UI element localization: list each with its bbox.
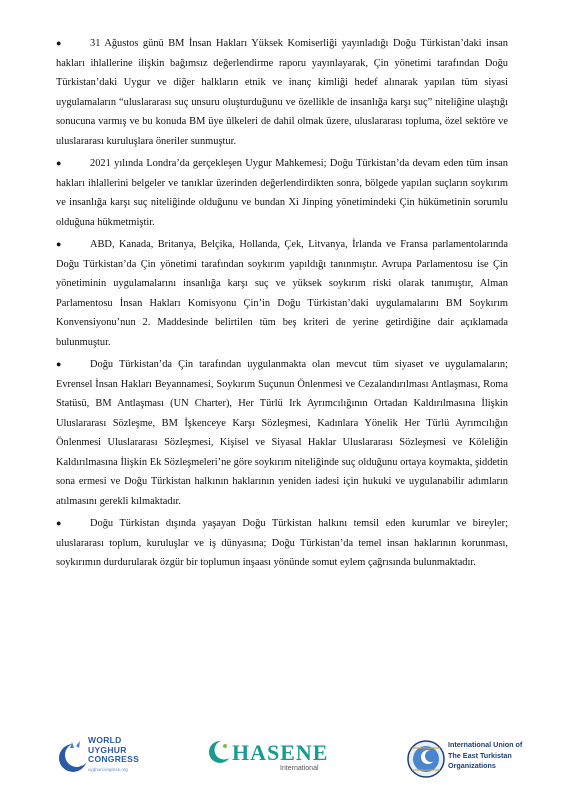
bullet-paragraph-5 [56, 514, 508, 573]
hasene-subtitle: International [280, 765, 319, 772]
iueto-line-2: The East Turkistan [448, 750, 512, 760]
wuc-line-2: UYGHUR [88, 744, 127, 755]
hasene-wordmark: HASENE [232, 740, 329, 765]
bullet-icon: ● [56, 359, 62, 369]
paragraph-text: Doğu Türkistan dışında yaşayan Doğu Türkistan halkını temsil eden kurumlar ve bireyler; uluslararası toplum, kuruluşlar ve iş dünyasına; Doğu Türkistan’da temel insan haklarının korunması, soykırımın durdurularak özgür bir toplumun inşaası yönünde somut eylem çağrısında bulunmaktadır. [56, 518, 508, 568]
wuc-wordmark [88, 736, 139, 774]
world-uyghur-congress-logo [58, 732, 168, 788]
wuc-line-3: CONGRESS [88, 754, 140, 764]
document-body [56, 34, 508, 576]
paragraph-text: 31 Ağustos günü BM İnsan Hakları Yüksek Komiserliği yayınladığı Doğu Türkistan’daki insan hakları ihlallerine ilişkin bağımsız değerlendirme raporu yayınlayarak, Çin yönetimi tarafından Doğu Türkistan’daki Uygur ve diğer halkların etnik ve inanç kimliği hedef alınarak yapılan tüm siyasi uygulamaların “uluslararası suç unsuru oluşturduğunu ve özellikle de insanlığa karşı suç” niteliğine ulaştığı sonucuna varmış ve bu konuda BM üye ülkeleri de dahil olmak üzere, uluslararası topluma, özel sektöre ve uluslararası kuruluşlara öneriler sunmuştur. [56, 38, 508, 147]
hasene-crescent-icon [208, 738, 232, 766]
crescent-emblem-icon [58, 736, 88, 780]
wuc-line-1: WORLD [88, 735, 122, 745]
bullet-icon: ● [56, 239, 62, 249]
iueto-line-1: International Union of [448, 740, 523, 749]
iueto-line-3: Organizations [448, 761, 496, 770]
wuc-url: uyghurcongress.org [88, 766, 128, 772]
bullet-paragraph-1 [56, 34, 508, 151]
bullet-icon: ● [56, 38, 62, 48]
bullet-icon: ● [56, 158, 62, 168]
bullet-paragraph-4 [56, 355, 508, 511]
iueto-logo [406, 730, 536, 790]
hasene-logo [208, 734, 358, 784]
paragraph-text: ABD, Kanada, Britanya, Belçika, Hollanda, Çek, Litvanya, İrlanda ve Fransa parlamentolarında Doğu Türkistan’da Çin yönetimi tarafından soykırım yapıldığı tanınmıştır. Avrupa Parlamentosu ise Çin yönetiminin uygulamalarını insanlığa karşı suç ve yüksek soykırım riski olarak tanımıştır, Alman Parlamentosu İnsan Hakları Komisyonu Çin’in Doğu Türkistan’daki uygulamalarını BM Soykırım Konvensiyonu’nun 2. Maddesinde belirtilen tüm beş kriteri de yerine getirdiğine dair açıklamada bulunmuştur. [56, 239, 508, 348]
paragraph-text: 2021 yılında Londra’da gerçekleşen Uygur Mahkemesi; Doğu Türkistan’da devam eden tüm insan hakları ihlallerini belgeler ve tanıklar üzerinden değerlendirdikten sonra, bölgede yapılan suçların soykırım ve insanlığa karşı suç niteliğinde olduğunu ve bundan Xi Jinping yönetimindeki Çin hükümetinin sorumlu olduğuna hükmetmiştir. [56, 158, 508, 228]
iueto-emblem-icon [406, 730, 446, 788]
iueto-wordmark [448, 740, 522, 772]
footer-logos [0, 728, 576, 798]
bullet-icon: ● [56, 518, 62, 528]
bullet-paragraph-2 [56, 154, 508, 232]
paragraph-text: Doğu Türkistan’da Çin tarafından uygulanmakta olan mevcut tüm siyaset ve uygulamaların; Evrensel İnsan Hakları Beyannamesi, Soykırım Suçunun Önlenmesi ve Cezalandırılması Antlaşması, Roma Statüsü, BM Antlaşması (UN Charter), Her Türlü Irk Ayrımcılığının Ortadan Kaldırılmasına İlişkin Uluslararası Sözleşme, BM İşkenceye Karşı Sözleşmesi, Kadınlara Yönelik Her Türlü Ayrımcılığın Önlenmesi Uluslararası Sözleşmesi, Kişisel ve Siyasal Haklar Uluslararası Sözleşmesi ve Köleliğin Kaldırılmasına İlişkin Ek Sözleşmeleri’ne göre soykırım niteliğinde suç olduğunu ortaya koymakta, şiddetin sona ermesi ve Doğu Türkistan halkının haklarının yeniden iadesi için hukuki ve uygulanabilir adımların atılmasını gerekli kılmaktadır. [56, 359, 508, 507]
bullet-paragraph-3 [56, 235, 508, 352]
